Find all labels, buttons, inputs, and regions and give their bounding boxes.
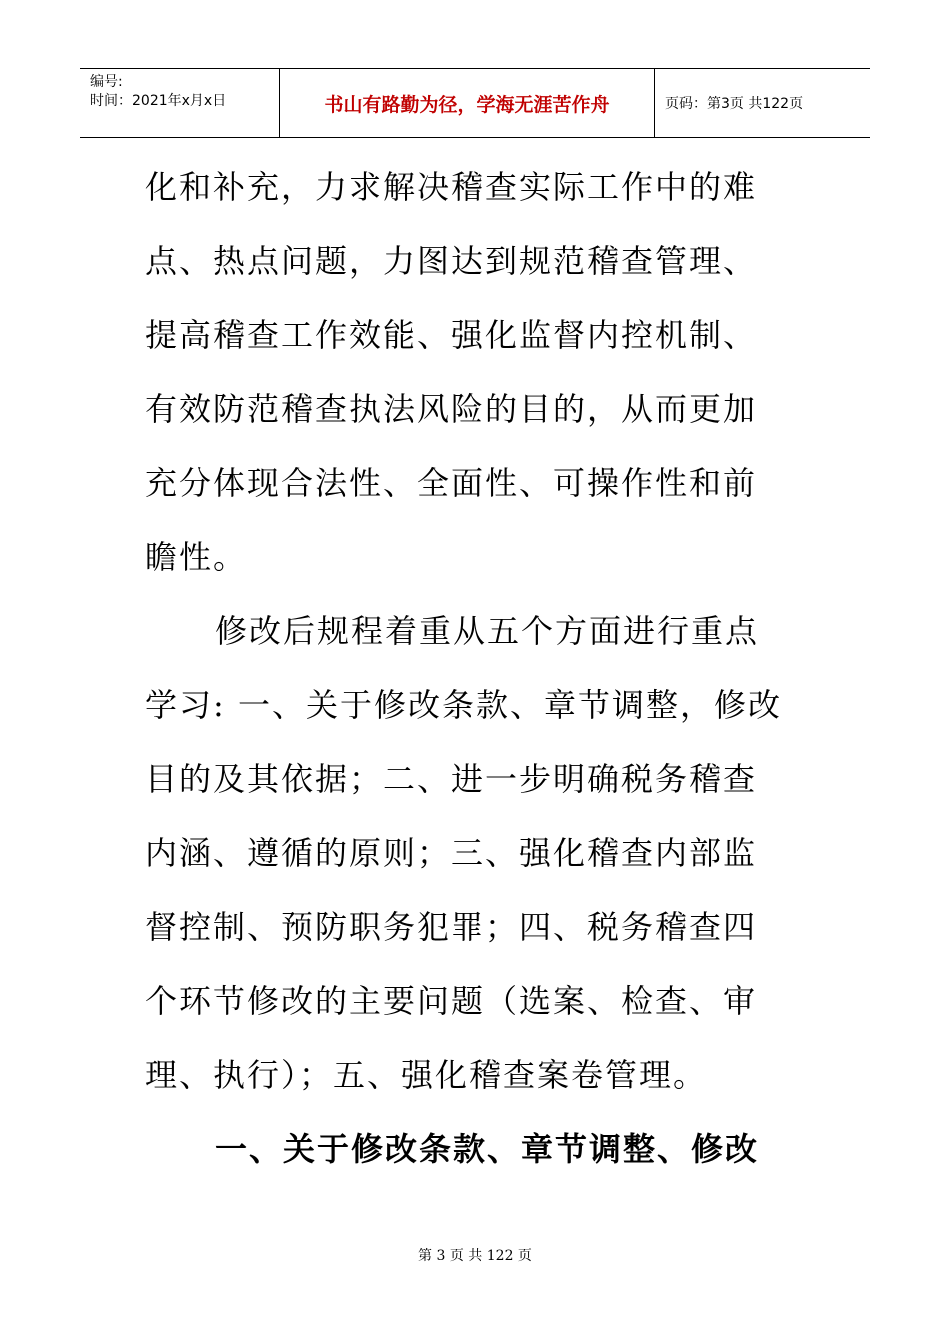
text-line: 个环节修改的主要问题（选案、检查、审 [145,982,758,1020]
text-line: 督控制、预防职务犯罪；四、税务稽查四 [145,908,758,946]
page-header [80,68,870,138]
header-meta [80,69,280,137]
text-line: 学习: 一、关于修改条款、章节调整，修改 [145,686,782,724]
number-label: 编号: [90,74,123,90]
text-line: 修改后规程着重从五个方面进行重点 [215,612,760,650]
text-line: 充分体现合法性、全面性、可操作性和前 [145,464,758,502]
text-line: 点、热点问题，力图达到规范稽查管理、 [145,242,758,280]
page-footer: 第 3 页 共 122 页 [418,1248,532,1264]
paragraph-2 [145,594,805,1112]
text-line: 目的及其依据；二、进一步明确税务稽查 [145,760,758,798]
paragraph-1 [145,150,805,594]
section-heading [145,1112,805,1186]
header-motto: 书山有路勤为径，学海无涯苦作舟 [280,69,655,137]
text-line: 有效防范稽查执法风险的目的，从而更加 [145,390,758,428]
document-body [145,150,805,1186]
text-line: 提高稽查工作效能、强化监督内控机制、 [145,316,758,354]
text-line: 化和补充，力求解决稽查实际工作中的难 [145,168,758,206]
date-label: 时间：2021年x月x日 [90,93,227,109]
text-line: 瞻性。 [145,538,248,576]
text-line: 理、执行）；五、强化稽查案卷管理。 [145,1056,708,1094]
header-page-info: 页码：第3页 共122页 [665,96,804,112]
heading-text: 一、关于修改条款、章节调整、修改 [215,1130,760,1168]
text-line: 内涵、遵循的原则；三、强化稽查内部监 [145,834,758,872]
